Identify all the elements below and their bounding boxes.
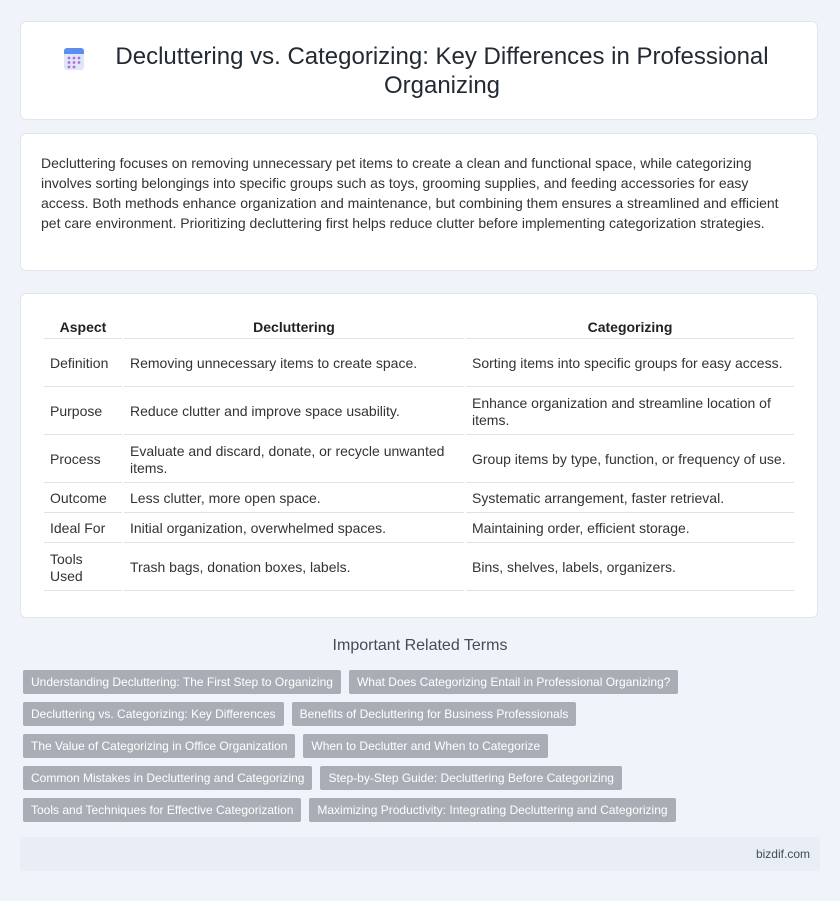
related-tag[interactable]: Benefits of Decluttering for Business Professionals xyxy=(292,702,577,726)
comparison-table xyxy=(42,314,796,593)
related-tag[interactable]: Tools and Techniques for Effective Categorization xyxy=(23,798,301,822)
tag-row xyxy=(23,670,723,694)
table-row xyxy=(44,515,794,543)
related-tag[interactable]: Step-by-Step Guide: Decluttering Before Categorizing xyxy=(320,766,622,790)
row-categorizing: Enhance organization and streamline location of items. xyxy=(466,389,794,435)
page-title: Decluttering vs. Categorizing: Key Differences in Professional Organizing xyxy=(115,42,769,99)
header-categorizing: Categorizing xyxy=(466,316,794,339)
related-tag[interactable]: Maximizing Productivity: Integrating Decluttering and Categorizing xyxy=(309,798,675,822)
related-tag[interactable]: Understanding Decluttering: The First Step to Organizing xyxy=(23,670,341,694)
table-row xyxy=(44,485,794,513)
table-header-row xyxy=(44,316,794,339)
row-decluttering: Evaluate and discard, donate, or recycle unwanted items. xyxy=(124,437,464,483)
related-tag[interactable]: The Value of Categorizing in Office Organization xyxy=(23,734,295,758)
row-aspect: Tools Used xyxy=(44,545,122,591)
intro-paragraph: Decluttering focuses on removing unnecessary pet items to create a clean and functional space, while categorizing involves sorting belongings into specific groups such as toys, grooming supplies, and feeding accessories for easy access. Both methods enhance organization and maintenance, but combining them ensures a streamlined and efficient pet care environment. Prioritizing decluttering first helps reduce clutter before implementing categorization strategies. xyxy=(41,155,779,231)
table-row xyxy=(44,389,794,435)
comparison-table-card xyxy=(20,293,818,618)
table-row xyxy=(44,341,794,387)
related-tag[interactable]: When to Declutter and When to Categorize xyxy=(303,734,548,758)
row-categorizing: Sorting items into specific groups for easy access. xyxy=(466,341,794,387)
document-list-icon xyxy=(61,46,87,72)
row-decluttering: Reduce clutter and improve space usability. xyxy=(124,389,464,435)
row-categorizing: Maintaining order, efficient storage. xyxy=(466,515,794,543)
tag-row xyxy=(23,734,723,758)
title-wrap xyxy=(59,42,779,100)
row-aspect: Purpose xyxy=(44,389,122,435)
row-categorizing: Bins, shelves, labels, organizers. xyxy=(466,545,794,591)
related-tag[interactable]: Decluttering vs. Categorizing: Key Differences xyxy=(23,702,284,726)
header-card xyxy=(20,21,818,120)
row-categorizing: Systematic arrangement, faster retrieval. xyxy=(466,485,794,513)
header-decluttering: Decluttering xyxy=(124,316,464,339)
row-aspect: Process xyxy=(44,437,122,483)
footer xyxy=(20,837,820,871)
table-row xyxy=(44,545,794,591)
row-categorizing: Group items by type, function, or frequency of use. xyxy=(466,437,794,483)
related-terms-tags xyxy=(23,670,723,830)
row-aspect: Definition xyxy=(44,341,122,387)
tag-row xyxy=(23,798,723,822)
row-aspect: Outcome xyxy=(44,485,122,513)
related-tag[interactable]: Common Mistakes in Decluttering and Categorizing xyxy=(23,766,312,790)
row-decluttering: Removing unnecessary items to create space. xyxy=(124,341,464,387)
tag-row xyxy=(23,766,723,790)
header-aspect: Aspect xyxy=(44,316,122,339)
row-aspect: Ideal For xyxy=(44,515,122,543)
intro-card xyxy=(20,133,818,271)
footer-brand-link[interactable]: bizdif.com xyxy=(755,847,810,861)
table-row xyxy=(44,437,794,483)
row-decluttering: Initial organization, overwhelmed spaces. xyxy=(124,515,464,543)
related-terms-title: Important Related Terms xyxy=(332,637,508,654)
related-tag[interactable]: What Does Categorizing Entail in Professional Organizing? xyxy=(349,670,679,694)
row-decluttering: Less clutter, more open space. xyxy=(124,485,464,513)
row-decluttering: Trash bags, donation boxes, labels. xyxy=(124,545,464,591)
tag-row xyxy=(23,702,723,726)
